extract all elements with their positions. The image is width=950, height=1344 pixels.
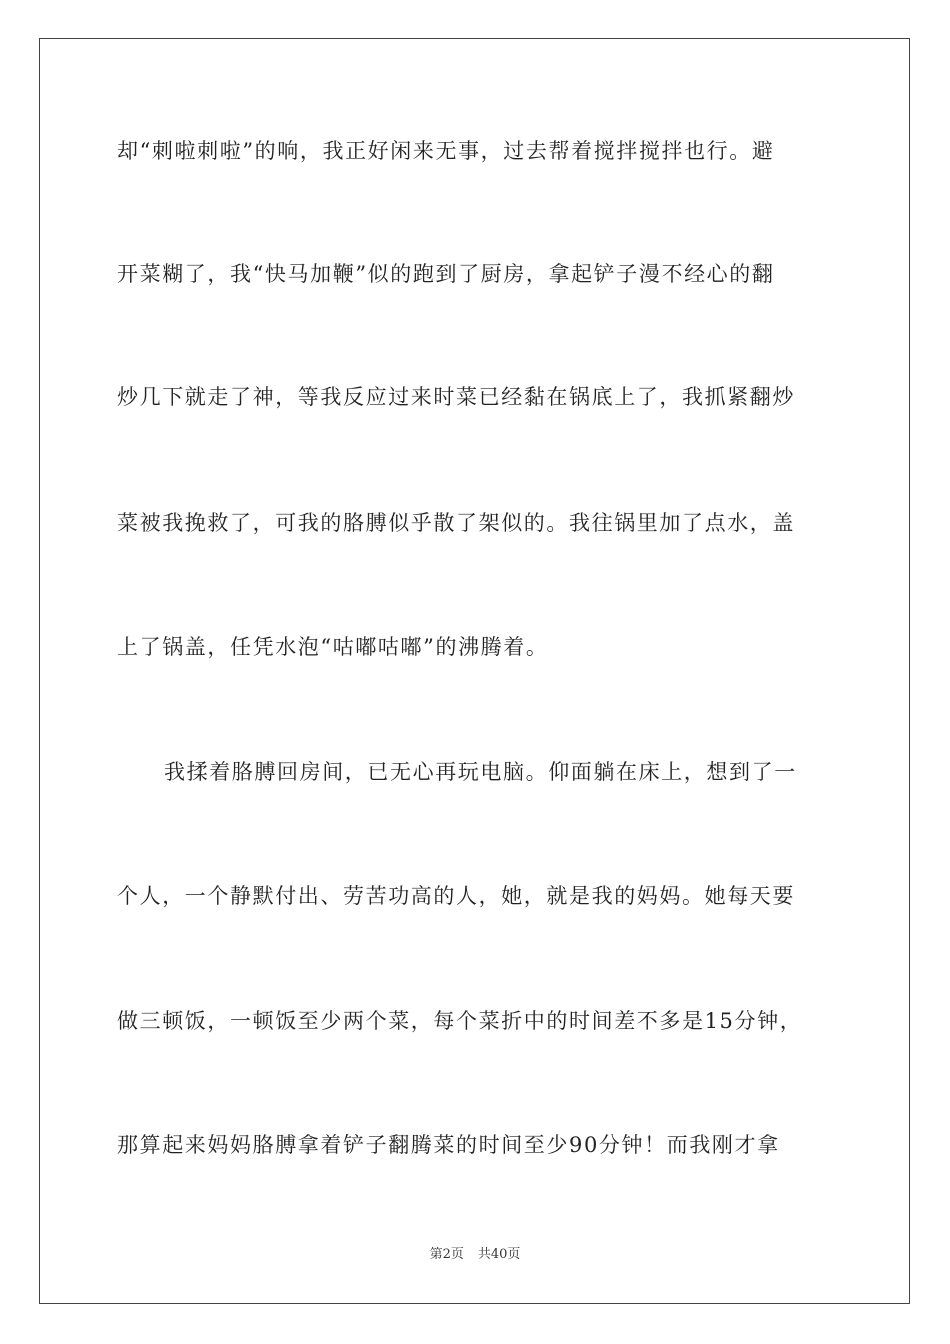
page-number: 第2页: [429, 1247, 464, 1262]
text-line-7: 个人，一个静默付出、劳苦功高的人，她，就是我的妈妈。她每天要: [117, 884, 795, 908]
text-line-8: 做三顿饭，一顿饭至少两个菜，每个菜折中的时间差不多是15分钟，: [117, 1009, 803, 1033]
text-line-9: 那算起来妈妈胳膊拿着铲子翻腾菜的时间至少90分钟！而我刚才拿: [117, 1133, 780, 1157]
text-line-3: 炒几下就走了神，等我反应过来时菜已经黏在锅底上了，我抓紧翻炒: [117, 385, 795, 409]
page-border: [39, 38, 910, 1304]
text-line-2: 开菜糊了，我“快马加鞭”似的跑到了厨房，拿起铲子漫不经心的翻: [117, 262, 775, 286]
total-pages: 共40页: [477, 1247, 521, 1262]
page-footer: [0, 1246, 950, 1264]
text-line-4: 菜被我挽救了，可我的胳膊似乎散了架似的。我往锅里加了点水，盖: [117, 511, 795, 535]
text-line-1: 却“刺啦刺啦”的响，我正好闲来无事，过去帮着搅拌搅拌也行。避: [117, 139, 775, 163]
text-line-5: 上了锅盖，任凭水泡“咕嘟咕嘟”的沸腾着。: [117, 635, 549, 659]
paragraph-start-line: 我揉着胳膊回房间，已无心再玩电脑。仰面躺在床上，想到了一: [164, 760, 797, 784]
